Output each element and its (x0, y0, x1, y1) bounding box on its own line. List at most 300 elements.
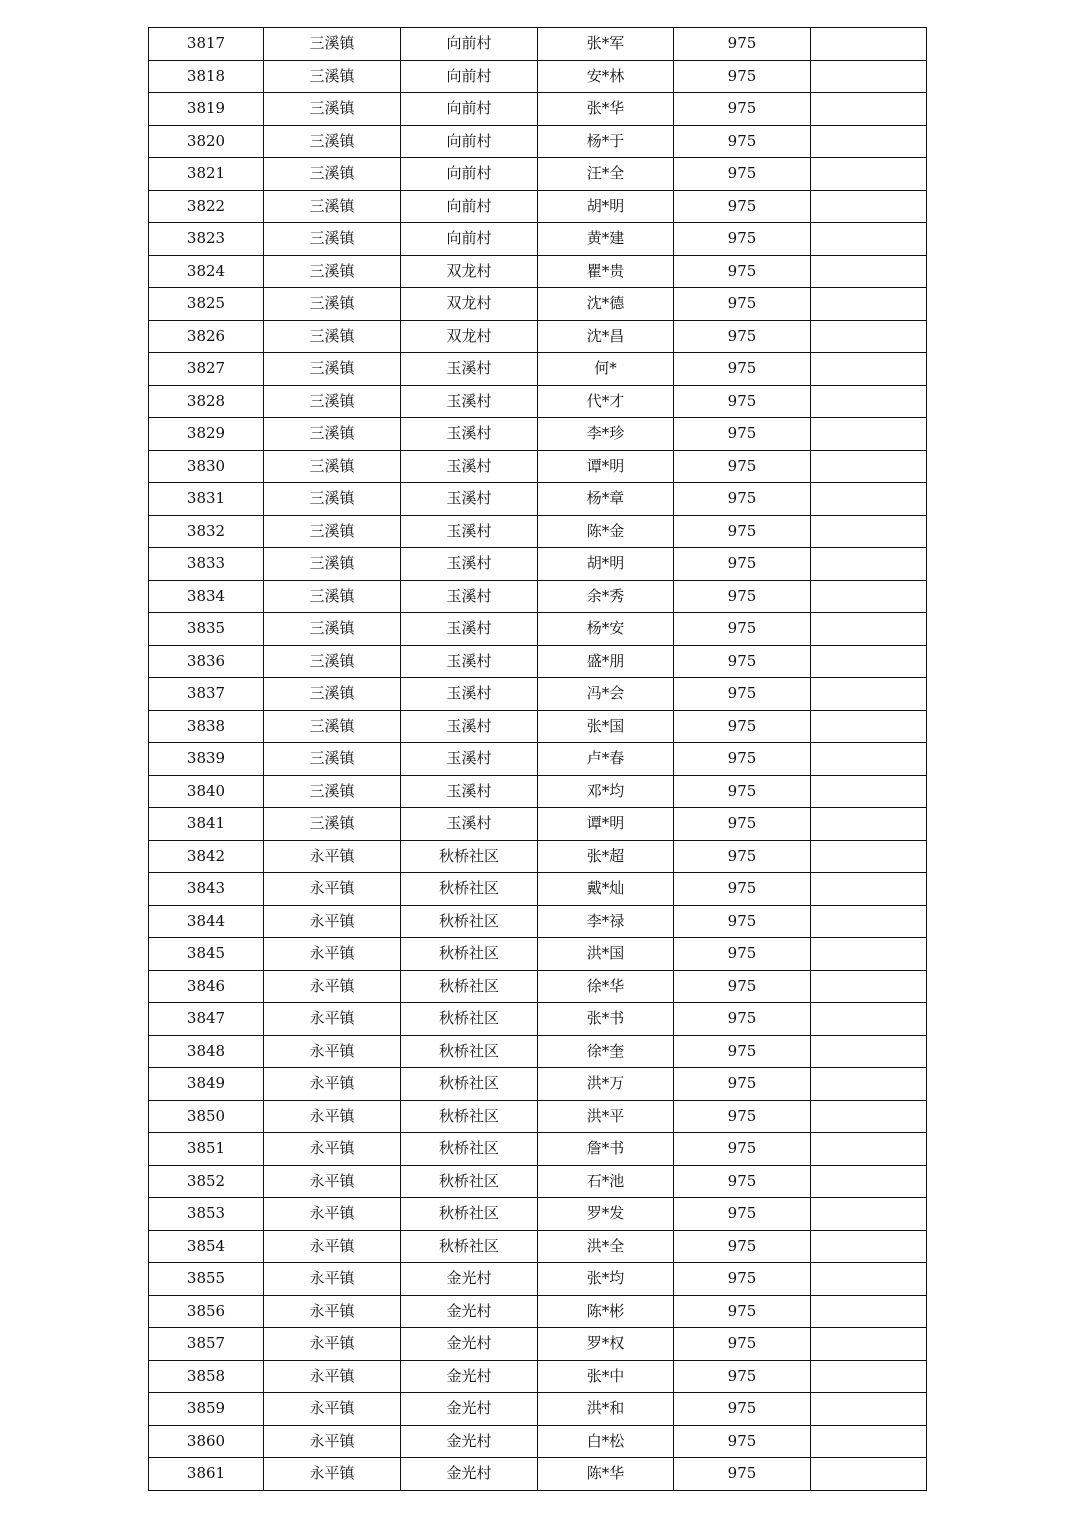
serial-number-cell: 3850 (149, 1100, 264, 1133)
amount-cell: 975 (674, 515, 811, 548)
note-cell (811, 1425, 927, 1458)
name-cell: 罗*发 (538, 1198, 674, 1231)
roster-table (148, 27, 927, 1491)
note-cell (811, 1295, 927, 1328)
amount-cell: 975 (674, 1393, 811, 1426)
serial-number-cell: 3846 (149, 970, 264, 1003)
town-cell: 三溪镇 (264, 223, 401, 256)
village-cell: 金光村 (401, 1458, 538, 1491)
village-cell: 秋桥社区 (401, 1198, 538, 1231)
town-cell: 三溪镇 (264, 580, 401, 613)
note-cell (811, 1230, 927, 1263)
note-cell (811, 483, 927, 516)
amount-cell: 975 (674, 418, 811, 451)
serial-number-cell: 3837 (149, 678, 264, 711)
note-cell (811, 1165, 927, 1198)
note-cell (811, 775, 927, 808)
town-cell: 永平镇 (264, 1165, 401, 1198)
amount-cell: 975 (674, 1003, 811, 1036)
village-cell: 玉溪村 (401, 483, 538, 516)
table-row (149, 775, 927, 808)
name-cell: 杨*安 (538, 613, 674, 646)
name-cell: 石*池 (538, 1165, 674, 1198)
serial-number-cell: 3858 (149, 1360, 264, 1393)
village-cell: 玉溪村 (401, 353, 538, 386)
serial-number-cell: 3836 (149, 645, 264, 678)
name-cell: 白*松 (538, 1425, 674, 1458)
village-cell: 秋桥社区 (401, 1133, 538, 1166)
name-cell: 张*中 (538, 1360, 674, 1393)
serial-number-cell: 3852 (149, 1165, 264, 1198)
table-row (149, 743, 927, 776)
town-cell: 三溪镇 (264, 418, 401, 451)
village-cell: 向前村 (401, 223, 538, 256)
note-cell (811, 645, 927, 678)
village-cell: 玉溪村 (401, 580, 538, 613)
amount-cell: 975 (674, 743, 811, 776)
table-row (149, 710, 927, 743)
town-cell: 三溪镇 (264, 288, 401, 321)
serial-number-cell: 3825 (149, 288, 264, 321)
note-cell (811, 1133, 927, 1166)
name-cell: 洪*国 (538, 938, 674, 971)
serial-number-cell: 3832 (149, 515, 264, 548)
serial-number-cell: 3854 (149, 1230, 264, 1263)
table-row (149, 190, 927, 223)
note-cell (811, 353, 927, 386)
note-cell (811, 905, 927, 938)
table-row (149, 1198, 927, 1231)
village-cell: 玉溪村 (401, 775, 538, 808)
village-cell: 秋桥社区 (401, 970, 538, 1003)
amount-cell: 975 (674, 353, 811, 386)
village-cell: 金光村 (401, 1295, 538, 1328)
note-cell (811, 125, 927, 158)
amount-cell: 975 (674, 450, 811, 483)
village-cell: 秋桥社区 (401, 1068, 538, 1101)
serial-number-cell: 3841 (149, 808, 264, 841)
town-cell: 三溪镇 (264, 450, 401, 483)
table-row (149, 613, 927, 646)
table-row (149, 60, 927, 93)
town-cell: 三溪镇 (264, 255, 401, 288)
name-cell: 洪*平 (538, 1100, 674, 1133)
amount-cell: 975 (674, 1035, 811, 1068)
table-row (149, 418, 927, 451)
serial-number-cell: 3856 (149, 1295, 264, 1328)
amount-cell: 975 (674, 548, 811, 581)
town-cell: 永平镇 (264, 1003, 401, 1036)
name-cell: 张*军 (538, 28, 674, 61)
name-cell: 徐*华 (538, 970, 674, 1003)
serial-number-cell: 3823 (149, 223, 264, 256)
name-cell: 谭*明 (538, 808, 674, 841)
serial-number-cell: 3843 (149, 873, 264, 906)
table-row (149, 385, 927, 418)
table-row (149, 1100, 927, 1133)
serial-number-cell: 3819 (149, 93, 264, 126)
amount-cell: 975 (674, 28, 811, 61)
name-cell: 卢*春 (538, 743, 674, 776)
note-cell (811, 385, 927, 418)
table-row (149, 1263, 927, 1296)
note-cell (811, 418, 927, 451)
table-row (149, 515, 927, 548)
table-row (149, 905, 927, 938)
serial-number-cell: 3822 (149, 190, 264, 223)
note-cell (811, 873, 927, 906)
village-cell: 秋桥社区 (401, 873, 538, 906)
table-row (149, 1133, 927, 1166)
serial-number-cell: 3861 (149, 1458, 264, 1491)
name-cell: 李*珍 (538, 418, 674, 451)
village-cell: 向前村 (401, 190, 538, 223)
village-cell: 秋桥社区 (401, 1003, 538, 1036)
village-cell: 向前村 (401, 158, 538, 191)
serial-number-cell: 3820 (149, 125, 264, 158)
town-cell: 三溪镇 (264, 743, 401, 776)
name-cell: 沈*德 (538, 288, 674, 321)
note-cell (811, 1100, 927, 1133)
town-cell: 永平镇 (264, 1230, 401, 1263)
town-cell: 三溪镇 (264, 483, 401, 516)
serial-number-cell: 3838 (149, 710, 264, 743)
serial-number-cell: 3817 (149, 28, 264, 61)
note-cell (811, 93, 927, 126)
village-cell: 玉溪村 (401, 678, 538, 711)
village-cell: 向前村 (401, 60, 538, 93)
town-cell: 永平镇 (264, 1068, 401, 1101)
village-cell: 秋桥社区 (401, 905, 538, 938)
village-cell: 玉溪村 (401, 385, 538, 418)
town-cell: 永平镇 (264, 1360, 401, 1393)
table-row (149, 1035, 927, 1068)
note-cell (811, 710, 927, 743)
name-cell: 张*国 (538, 710, 674, 743)
amount-cell: 975 (674, 320, 811, 353)
note-cell (811, 1198, 927, 1231)
village-cell: 玉溪村 (401, 645, 538, 678)
amount-cell: 975 (674, 1198, 811, 1231)
town-cell: 三溪镇 (264, 515, 401, 548)
amount-cell: 975 (674, 93, 811, 126)
serial-number-cell: 3845 (149, 938, 264, 971)
village-cell: 向前村 (401, 125, 538, 158)
table-row (149, 808, 927, 841)
serial-number-cell: 3824 (149, 255, 264, 288)
serial-number-cell: 3821 (149, 158, 264, 191)
table-row (149, 223, 927, 256)
village-cell: 金光村 (401, 1263, 538, 1296)
village-cell: 向前村 (401, 93, 538, 126)
note-cell (811, 580, 927, 613)
town-cell: 永平镇 (264, 1198, 401, 1231)
town-cell: 三溪镇 (264, 710, 401, 743)
name-cell: 何* (538, 353, 674, 386)
note-cell (811, 515, 927, 548)
village-cell: 玉溪村 (401, 710, 538, 743)
village-cell: 秋桥社区 (401, 1230, 538, 1263)
amount-cell: 975 (674, 1458, 811, 1491)
town-cell: 永平镇 (264, 840, 401, 873)
name-cell: 罗*权 (538, 1328, 674, 1361)
note-cell (811, 1003, 927, 1036)
amount-cell: 975 (674, 288, 811, 321)
name-cell: 张*超 (538, 840, 674, 873)
table-row (149, 548, 927, 581)
village-cell: 秋桥社区 (401, 938, 538, 971)
amount-cell: 975 (674, 60, 811, 93)
table-row (149, 1003, 927, 1036)
amount-cell: 975 (674, 1360, 811, 1393)
name-cell: 安*林 (538, 60, 674, 93)
note-cell (811, 1035, 927, 1068)
note-cell (811, 548, 927, 581)
note-cell (811, 223, 927, 256)
town-cell: 三溪镇 (264, 645, 401, 678)
name-cell: 沈*昌 (538, 320, 674, 353)
amount-cell: 975 (674, 385, 811, 418)
village-cell: 玉溪村 (401, 548, 538, 581)
amount-cell: 975 (674, 873, 811, 906)
note-cell (811, 743, 927, 776)
amount-cell: 975 (674, 158, 811, 191)
town-cell: 永平镇 (264, 1393, 401, 1426)
table-row (149, 255, 927, 288)
table-row (149, 1295, 927, 1328)
name-cell: 徐*奎 (538, 1035, 674, 1068)
village-cell: 秋桥社区 (401, 1100, 538, 1133)
amount-cell: 975 (674, 1068, 811, 1101)
town-cell: 三溪镇 (264, 190, 401, 223)
note-cell (811, 970, 927, 1003)
note-cell (811, 320, 927, 353)
town-cell: 三溪镇 (264, 548, 401, 581)
village-cell: 玉溪村 (401, 808, 538, 841)
serial-number-cell: 3840 (149, 775, 264, 808)
amount-cell: 975 (674, 775, 811, 808)
note-cell (811, 255, 927, 288)
table-row (149, 1068, 927, 1101)
name-cell: 詹*书 (538, 1133, 674, 1166)
village-cell: 玉溪村 (401, 418, 538, 451)
table-row (149, 353, 927, 386)
town-cell: 永平镇 (264, 1328, 401, 1361)
table-row (149, 288, 927, 321)
amount-cell: 975 (674, 255, 811, 288)
serial-number-cell: 3844 (149, 905, 264, 938)
name-cell: 余*秀 (538, 580, 674, 613)
amount-cell: 975 (674, 223, 811, 256)
serial-number-cell: 3857 (149, 1328, 264, 1361)
serial-number-cell: 3818 (149, 60, 264, 93)
name-cell: 洪*万 (538, 1068, 674, 1101)
name-cell: 汪*全 (538, 158, 674, 191)
serial-number-cell: 3848 (149, 1035, 264, 1068)
note-cell (811, 190, 927, 223)
town-cell: 永平镇 (264, 1100, 401, 1133)
village-cell: 向前村 (401, 28, 538, 61)
town-cell: 永平镇 (264, 1035, 401, 1068)
village-cell: 双龙村 (401, 288, 538, 321)
amount-cell: 975 (674, 808, 811, 841)
town-cell: 三溪镇 (264, 678, 401, 711)
amount-cell: 975 (674, 1165, 811, 1198)
name-cell: 陈*华 (538, 1458, 674, 1491)
note-cell (811, 678, 927, 711)
village-cell: 玉溪村 (401, 613, 538, 646)
name-cell: 胡*明 (538, 190, 674, 223)
serial-number-cell: 3828 (149, 385, 264, 418)
name-cell: 张*书 (538, 1003, 674, 1036)
town-cell: 三溪镇 (264, 28, 401, 61)
table-row (149, 1360, 927, 1393)
table-row (149, 678, 927, 711)
name-cell: 冯*会 (538, 678, 674, 711)
serial-number-cell: 3842 (149, 840, 264, 873)
amount-cell: 975 (674, 1133, 811, 1166)
note-cell (811, 1263, 927, 1296)
amount-cell: 975 (674, 1328, 811, 1361)
name-cell: 洪*全 (538, 1230, 674, 1263)
village-cell: 秋桥社区 (401, 1165, 538, 1198)
note-cell (811, 288, 927, 321)
name-cell: 陈*金 (538, 515, 674, 548)
serial-number-cell: 3853 (149, 1198, 264, 1231)
table-row (149, 28, 927, 61)
town-cell: 永平镇 (264, 1458, 401, 1491)
note-cell (811, 1328, 927, 1361)
serial-number-cell: 3851 (149, 1133, 264, 1166)
serial-number-cell: 3849 (149, 1068, 264, 1101)
table-row (149, 1328, 927, 1361)
amount-cell: 975 (674, 905, 811, 938)
town-cell: 永平镇 (264, 1295, 401, 1328)
note-cell (811, 1458, 927, 1491)
name-cell: 杨*章 (538, 483, 674, 516)
amount-cell: 975 (674, 678, 811, 711)
town-cell: 三溪镇 (264, 353, 401, 386)
note-cell (811, 28, 927, 61)
serial-number-cell: 3827 (149, 353, 264, 386)
town-cell: 三溪镇 (264, 125, 401, 158)
table-row (149, 1458, 927, 1491)
town-cell: 永平镇 (264, 1133, 401, 1166)
serial-number-cell: 3831 (149, 483, 264, 516)
village-cell: 金光村 (401, 1360, 538, 1393)
name-cell: 张*均 (538, 1263, 674, 1296)
amount-cell: 975 (674, 125, 811, 158)
table-row (149, 450, 927, 483)
table-row (149, 840, 927, 873)
amount-cell: 975 (674, 580, 811, 613)
amount-cell: 975 (674, 190, 811, 223)
table-row (149, 1425, 927, 1458)
serial-number-cell: 3860 (149, 1425, 264, 1458)
village-cell: 秋桥社区 (401, 1035, 538, 1068)
village-cell: 玉溪村 (401, 515, 538, 548)
village-cell: 双龙村 (401, 320, 538, 353)
amount-cell: 975 (674, 1100, 811, 1133)
town-cell: 三溪镇 (264, 158, 401, 191)
town-cell: 三溪镇 (264, 93, 401, 126)
village-cell: 双龙村 (401, 255, 538, 288)
name-cell: 李*禄 (538, 905, 674, 938)
amount-cell: 975 (674, 840, 811, 873)
name-cell: 黄*建 (538, 223, 674, 256)
amount-cell: 975 (674, 970, 811, 1003)
town-cell: 永平镇 (264, 938, 401, 971)
town-cell: 永平镇 (264, 970, 401, 1003)
note-cell (811, 1360, 927, 1393)
town-cell: 三溪镇 (264, 775, 401, 808)
table-row (149, 938, 927, 971)
name-cell: 盛*朋 (538, 645, 674, 678)
village-cell: 秋桥社区 (401, 840, 538, 873)
serial-number-cell: 3855 (149, 1263, 264, 1296)
serial-number-cell: 3830 (149, 450, 264, 483)
name-cell: 洪*和 (538, 1393, 674, 1426)
note-cell (811, 613, 927, 646)
roster-table-body (149, 28, 927, 1491)
town-cell: 三溪镇 (264, 385, 401, 418)
amount-cell: 975 (674, 645, 811, 678)
table-row (149, 580, 927, 613)
table-row (149, 125, 927, 158)
table-row (149, 1165, 927, 1198)
amount-cell: 975 (674, 1295, 811, 1328)
table-row (149, 93, 927, 126)
village-cell: 玉溪村 (401, 450, 538, 483)
note-cell (811, 450, 927, 483)
note-cell (811, 938, 927, 971)
serial-number-cell: 3829 (149, 418, 264, 451)
name-cell: 代*才 (538, 385, 674, 418)
serial-number-cell: 3847 (149, 1003, 264, 1036)
table-row (149, 1230, 927, 1263)
serial-number-cell: 3833 (149, 548, 264, 581)
village-cell: 金光村 (401, 1393, 538, 1426)
village-cell: 金光村 (401, 1425, 538, 1458)
town-cell: 永平镇 (264, 1425, 401, 1458)
note-cell (811, 60, 927, 93)
village-cell: 玉溪村 (401, 743, 538, 776)
name-cell: 张*华 (538, 93, 674, 126)
table-row (149, 970, 927, 1003)
serial-number-cell: 3835 (149, 613, 264, 646)
amount-cell: 975 (674, 938, 811, 971)
note-cell (811, 808, 927, 841)
table-row (149, 158, 927, 191)
amount-cell: 975 (674, 710, 811, 743)
amount-cell: 975 (674, 483, 811, 516)
note-cell (811, 158, 927, 191)
name-cell: 邓*均 (538, 775, 674, 808)
serial-number-cell: 3834 (149, 580, 264, 613)
town-cell: 永平镇 (264, 873, 401, 906)
town-cell: 永平镇 (264, 1263, 401, 1296)
town-cell: 三溪镇 (264, 613, 401, 646)
name-cell: 杨*于 (538, 125, 674, 158)
table-row (149, 645, 927, 678)
name-cell: 瞿*贵 (538, 255, 674, 288)
town-cell: 三溪镇 (264, 320, 401, 353)
town-cell: 三溪镇 (264, 60, 401, 93)
table-row (149, 1393, 927, 1426)
name-cell: 戴*灿 (538, 873, 674, 906)
serial-number-cell: 3859 (149, 1393, 264, 1426)
amount-cell: 975 (674, 1263, 811, 1296)
